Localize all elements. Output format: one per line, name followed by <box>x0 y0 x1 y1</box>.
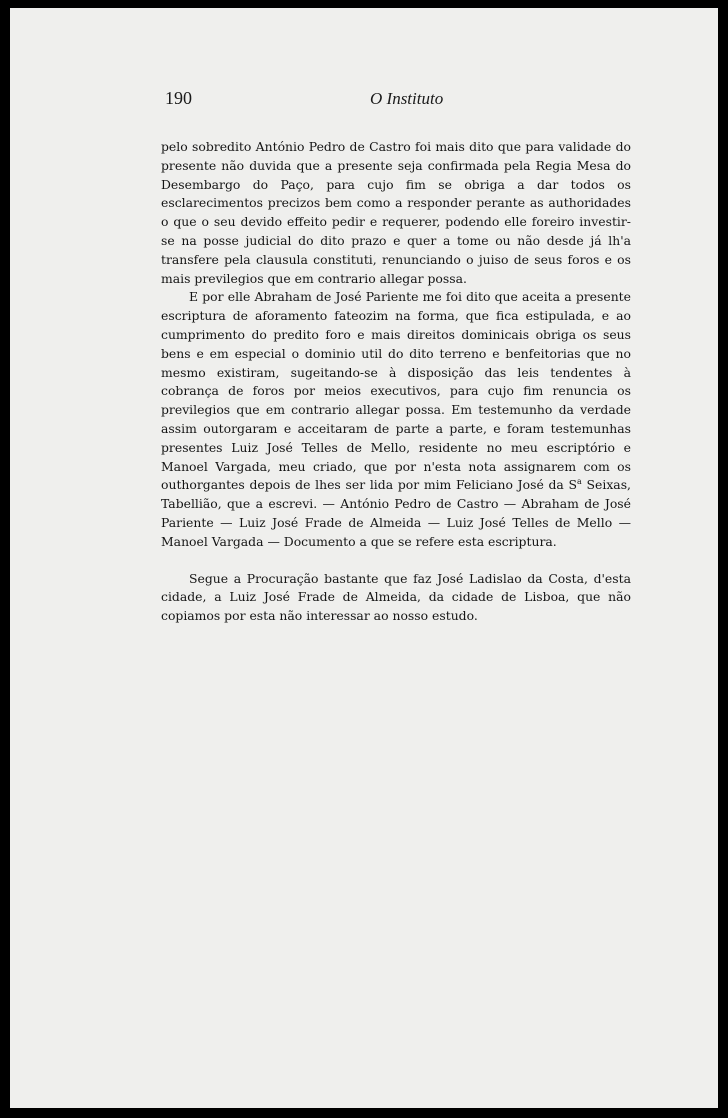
body-text <box>161 138 631 626</box>
page-number: 190 <box>165 88 192 108</box>
paragraph-2-tail: Seixas, Tabellião, que a escrevi. — António Pedro de Castro — Abraham de José Pariente — Luiz José Frade de Almeida — Luiz José Telles de Mello — Manoel Vargada — Documento a que se refere esta escriptura. <box>161 477 631 549</box>
paragraph-2 <box>161 288 631 551</box>
paragraph-3: Segue a Procuração bastante que faz José Ladislao da Costa, d'esta cidade, a Luiz José Frade de Almeida, da cidade de Lisboa, que não copiamos por esta não interessar ao nosso estudo. <box>161 570 631 624</box>
paragraph-2-text: E por elle Abraham de José Pariente me foi dito que aceita a presente escriptura de aforamento fateozim na forma, que fica estipulada, e ao cumprimento do predito foro e mais direitos dominicais obriga os seus bens e em especial o dominio util do dito terreno e benfeitorias que no mesmo existiram, sugeitando-se à disposição das leis tendentes à cobrança de foros por meios executivos, para cujo fim renuncia os previlegios que em contrario allegar possa. Em testemunho da verdade assim outorgaram e acceitaram de parte a parte, e foram testemunhas presentes Luiz José Telles de Mello, residente no meu escriptório e Manoel Vargada, meu criado, que por n'esta nota assignarem com os outhorgantes depois de lhes ser lida por mim Feliciano José da S <box>161 289 631 493</box>
page-header <box>165 88 635 114</box>
document-page <box>10 8 718 1108</box>
paragraph-1: pelo sobredito António Pedro de Castro foi mais dito que para validade do presente não duvida que a presente seja confirmada pela Regia Mesa do Desembargo do Paço, para cujo fim se obriga a dar todos os esclarecimentos precizos bem como a responder perante as authoridades o que o seu devido effeito pedir e requerer, podendo elle foreiro investir-se na posse judicial do dito prazo e quer a tome ou não desde já lh'a transfere pela clausula constituti, renunciando o juiso de seus foros e os mais previlegios que em contrario allegar possa. <box>161 139 631 286</box>
running-title: O Instituto <box>370 89 444 108</box>
superscript-a: a <box>577 477 582 487</box>
